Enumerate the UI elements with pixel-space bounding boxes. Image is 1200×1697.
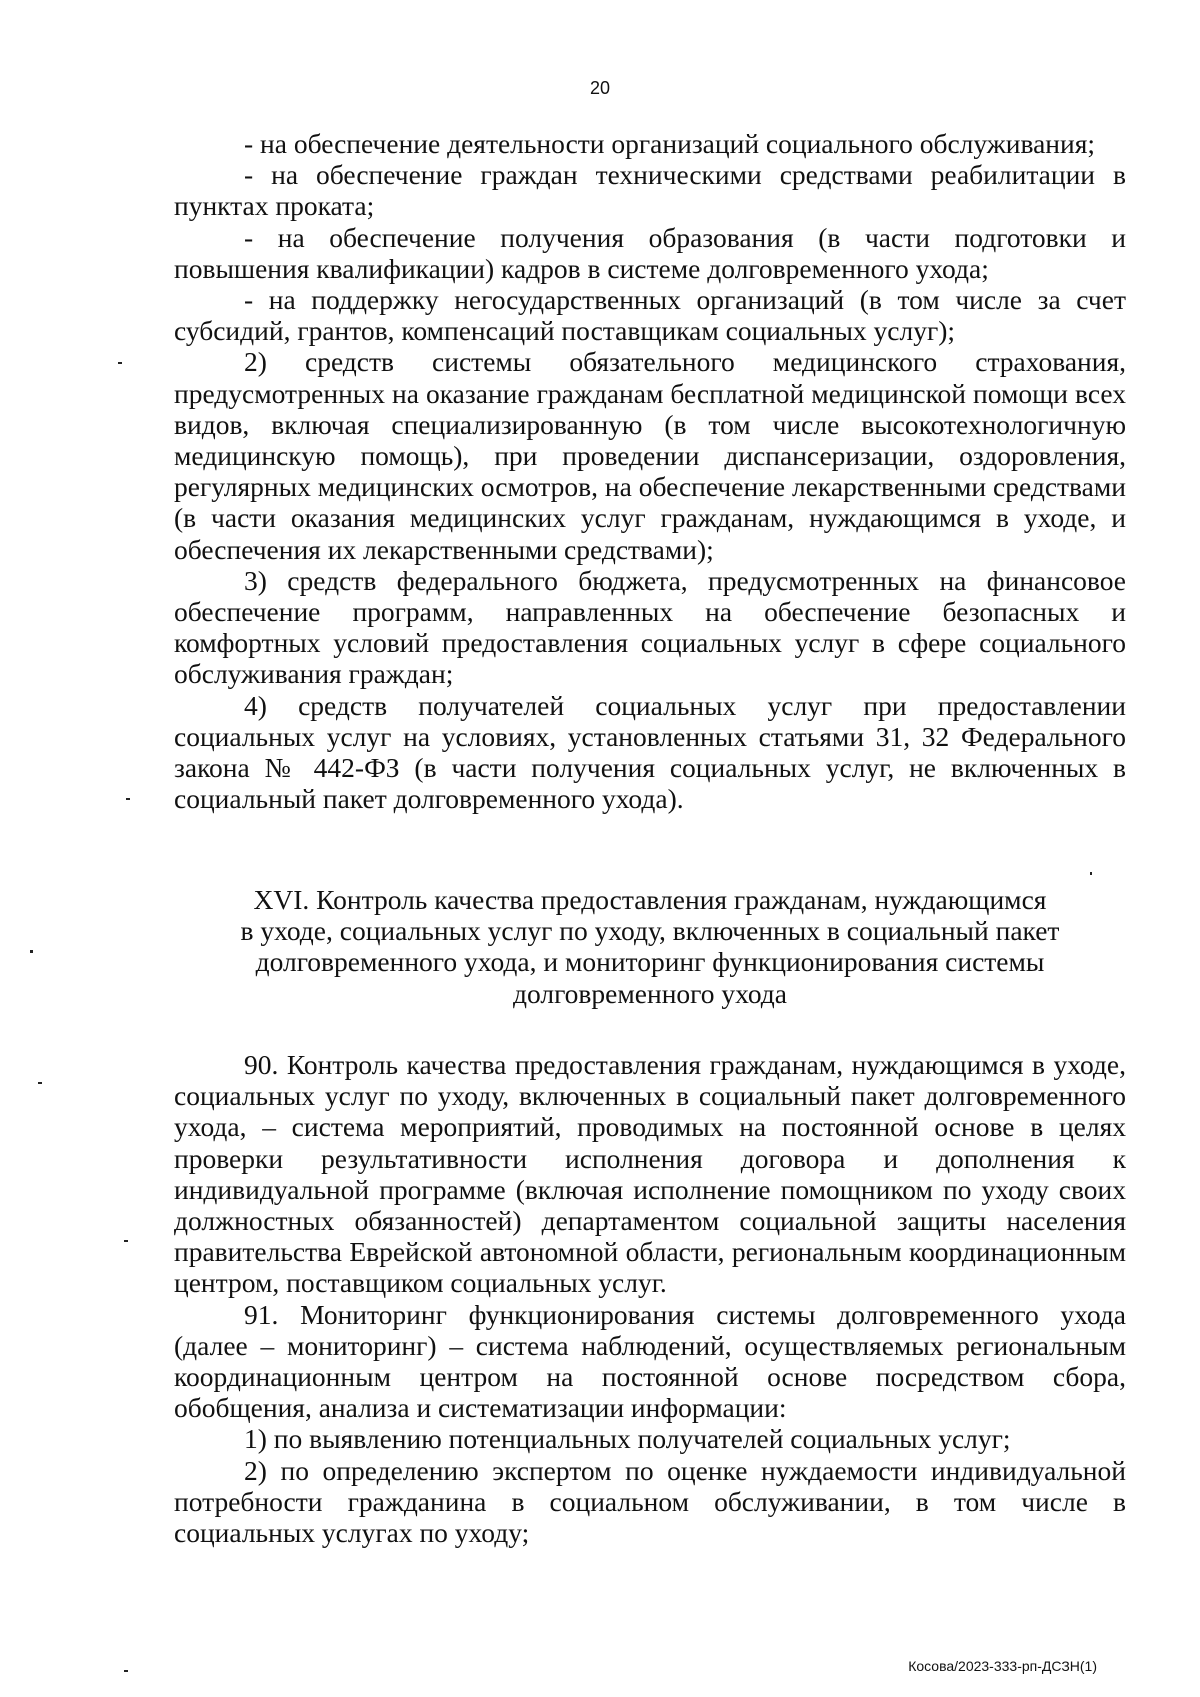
paragraph: - на поддержку негосударственных организаций (в том числе за счет субсидий, грантов, компенсаций поставщикам социальных услуг); — [174, 284, 1126, 347]
scan-speck — [1090, 872, 1092, 875]
paragraph: 1) по выявлению потенциальных получателей социальных услуг; — [244, 1423, 1011, 1455]
paragraph: 2) по определению экспертом по оценке нуждаемости индивидуальной потребности гражданина в социальном обслуживании, в том числе в социальных услугах по уходу; — [174, 1454, 1126, 1549]
paragraph: - на обеспечение деятельности организаций социального обслуживания; — [244, 128, 1096, 159]
paragraph: 2) средств системы обязательного медицинского страхования, предусмотренных на оказание гражданам бесплатной медицинской помощи всех видов, включая специализированную (в том числе высокотехнологичную медицинскую помощь), при проведении диспансеризации, оздоровления, регулярных медицинских осмотров, на обеспечение лекарственными средствами (в части оказания медицинских услуг гражданам, нуждающимся в уходе, и обеспечения их лекарственными средствами); — [174, 346, 1126, 565]
paragraph: 3) средств федерального бюджета, предусмотренных на финансовое обеспечение программ, направленных на обеспечение безопасных и комфортных условий предоставления социальных услуг в сфере социального обслуживания граждан; — [174, 564, 1126, 690]
section-heading-line: долговременного ухода, и мониторинг функционирования системы — [255, 946, 1045, 978]
section-heading — [174, 884, 1126, 1009]
scan-speck — [38, 1082, 42, 1084]
text-block-bottom — [174, 1049, 1126, 1548]
page-number: 20 — [589, 78, 611, 98]
paragraph: - на обеспечение граждан техническими средствами реабилитации в пунктах проката; — [174, 159, 1126, 222]
scan-speck — [124, 1670, 128, 1672]
section-heading-line: в уходе, социальных услуг по уходу, включенных в социальный пакет — [240, 915, 1060, 947]
section-heading-line: долговременного ухода — [512, 977, 787, 1009]
scan-speck — [118, 362, 122, 364]
scan-speck — [30, 950, 33, 953]
section-heading-line: XVI. Контроль качества предоставления гражданам, нуждающимся — [253, 884, 1047, 915]
scan-speck — [126, 798, 130, 800]
text-block-top — [174, 128, 1126, 814]
footer-reference: Косова/2023-333-рп-ДСЗН(1) — [908, 1658, 1097, 1674]
scan-speck — [124, 1240, 128, 1242]
paragraph: 91. Мониторинг функционирования системы долговременного ухода (далее – мониторинг) – система наблюдений, осуществляемых региональным координационным центром на постоянной основе посредством сбора, обобщения, анализа и систематизации информации: — [174, 1298, 1126, 1424]
paragraph: 90. Контроль качества предоставления гражданам, нуждающимся в уходе, социальных услуг по уходу, включенных в социальный пакет долговременного ухода, – система мероприятий, проводимых на постоянной основе в целях проверки результативности исполнения договора и дополнения к индивидуальной программе (включая исполнение помощником по уходу своих должностных обязанностей) департаментом социальной защиты населения правительства Еврейской автономной области, региональным координационным центром, поставщиком социальных услуг. — [174, 1049, 1126, 1299]
paragraph: - на обеспечение получения образования (в части подготовки и повышения квалификации) кадров в системе долговременного ухода; — [174, 221, 1126, 284]
paragraph: 4) средств получателей социальных услуг при предоставлении социальных услуг на условиях, установленных статьями 31, 32 Федерального закона № 442-ФЗ (в части получения социальных услуг, не включенных в социальный пакет долговременного ухода). — [174, 689, 1126, 815]
